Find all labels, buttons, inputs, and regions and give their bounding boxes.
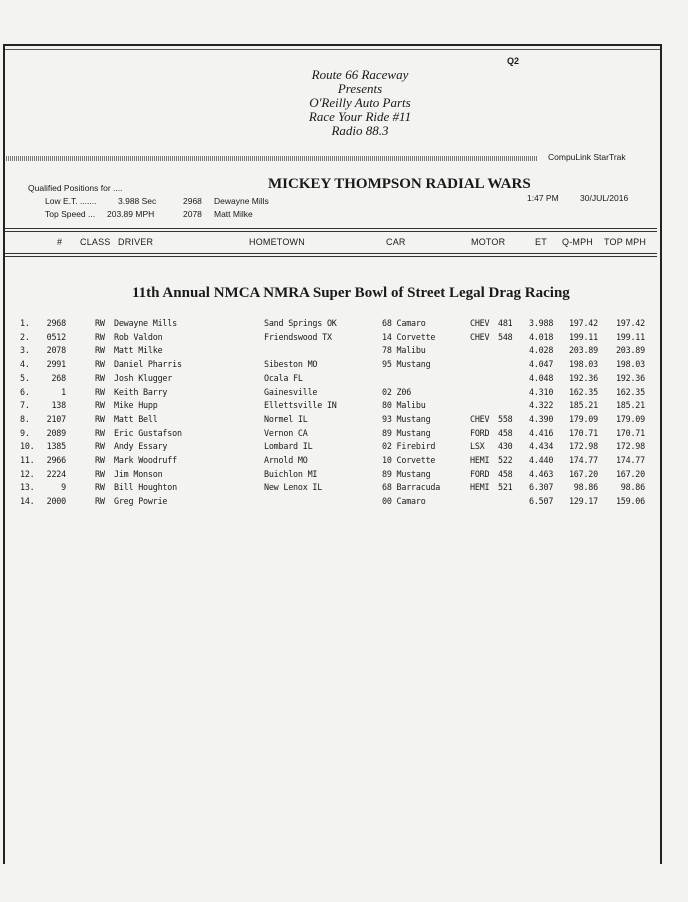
- cell-qmph: 199.11: [568, 331, 598, 342]
- cell-et: 4.434: [529, 441, 554, 452]
- top-speed-car: 2078: [183, 209, 202, 219]
- cell-num: 2968: [46, 318, 66, 328]
- cell-top: 197.42: [615, 318, 645, 328]
- cell-car: 80 Malibu: [382, 400, 426, 411]
- cell-cid: 522: [498, 455, 513, 465]
- cell-cls: RW: [95, 331, 105, 342]
- header-line-1: Route 66 Raceway: [311, 67, 409, 82]
- header-rule-top: [5, 228, 657, 229]
- cell-driver: Mike Hupp: [114, 400, 158, 411]
- cell-pos: 8.: [20, 413, 30, 424]
- event-header: [290, 68, 430, 138]
- cell-cls: RW: [95, 372, 105, 383]
- top-speed-value: 203.89 MPH: [107, 209, 155, 219]
- cell-qmph: 192.36: [568, 372, 598, 383]
- cell-et: 4.018: [529, 331, 554, 342]
- cell-et: 6.507: [529, 496, 554, 507]
- cell-car: 68 Camaro: [382, 318, 426, 328]
- cell-driver: Jim Monson: [114, 468, 163, 479]
- col-motor: MOTOR: [471, 237, 506, 247]
- col-num: #: [57, 237, 63, 247]
- cell-driver: Daniel Pharris: [114, 359, 182, 370]
- table-row: [0, 387, 660, 400]
- cell-hometown: Arnold MO: [264, 455, 308, 465]
- cell-make: CHEV: [470, 413, 490, 424]
- cell-driver: Matt Bell: [114, 413, 158, 424]
- cell-cls: RW: [95, 359, 105, 370]
- cell-cls: RW: [95, 468, 105, 479]
- cell-top: 167.20: [615, 468, 645, 479]
- cell-et: 4.416: [529, 427, 554, 438]
- col-car: CAR: [386, 237, 406, 247]
- cell-cid: 458: [498, 427, 513, 438]
- cell-num: 2991: [46, 359, 66, 370]
- cell-driver: Eric Gustafson: [114, 427, 182, 438]
- cell-hometown: Vernon CA: [264, 427, 308, 438]
- qualified-label: Qualified Positions for ....: [28, 183, 123, 193]
- cell-et: 3.988: [529, 318, 554, 328]
- cell-cid: 548: [498, 331, 513, 342]
- table-row: [0, 414, 660, 427]
- table-row: [0, 441, 660, 454]
- cell-car: 89 Mustang: [382, 468, 431, 479]
- col-et: ET: [535, 237, 547, 247]
- cell-top: 162.35: [615, 386, 645, 397]
- cell-hometown: Sibeston MO: [264, 359, 318, 370]
- cell-hometown: Ocala FL: [264, 372, 303, 383]
- col-topmph: TOP MPH: [604, 237, 647, 247]
- cell-et: 6.307: [529, 482, 554, 493]
- cell-cid: 458: [498, 468, 513, 479]
- table-row: [0, 318, 660, 331]
- cell-make: HEMI: [470, 482, 490, 493]
- cell-hometown: Gainesville: [264, 386, 318, 397]
- cell-pos: 13.: [20, 482, 35, 493]
- cell-et: 4.048: [529, 372, 554, 383]
- cell-driver: Rob Valdon: [114, 331, 163, 342]
- table-row: [0, 469, 660, 482]
- cell-driver: Greg Powrie: [114, 496, 168, 507]
- cell-num: 1385: [46, 441, 66, 452]
- cell-driver: Mark Woodruff: [114, 455, 177, 465]
- cell-num: 9: [61, 482, 66, 493]
- cell-cls: RW: [95, 386, 105, 397]
- cell-num: 2089: [46, 427, 66, 438]
- cell-hometown: Ellettsville IN: [264, 400, 337, 411]
- col-hometown: HOMETOWN: [249, 237, 305, 247]
- cell-top: 159.06: [615, 496, 645, 507]
- cell-qmph: 129.17: [568, 496, 598, 507]
- cell-cid: 481: [498, 318, 513, 328]
- low-et-value: 3.988 Sec: [118, 196, 157, 206]
- cell-pos: 14.: [20, 496, 35, 507]
- header-rule-top-2: [5, 231, 657, 232]
- time-label: 1:47 PM: [527, 193, 559, 203]
- brand-label: CompuLink StarTrak: [548, 152, 626, 162]
- cell-driver: Dewayne Mills: [114, 318, 177, 328]
- cell-cls: RW: [95, 496, 105, 507]
- col-driver: DRIVER: [118, 237, 154, 247]
- cell-car: 78 Malibu: [382, 345, 426, 356]
- cell-car: 89 Mustang: [382, 427, 431, 438]
- table-row: [0, 373, 660, 386]
- cell-cls: RW: [95, 345, 105, 356]
- cell-cls: RW: [95, 400, 105, 411]
- cell-driver: Keith Barry: [114, 386, 168, 397]
- cell-make: LSX: [470, 441, 485, 452]
- cell-cls: RW: [95, 413, 105, 424]
- header-line-3: O'Reilly Auto Parts: [309, 95, 411, 110]
- cell-et: 4.310: [529, 386, 554, 397]
- cell-top: 98.86: [620, 482, 645, 493]
- cell-car: 02 Firebird: [382, 441, 436, 452]
- cell-qmph: 172.98: [568, 441, 598, 452]
- cell-hometown: Lombard IL: [264, 441, 313, 452]
- cell-make: FORD: [470, 427, 490, 438]
- cell-pos: 11.: [20, 455, 35, 465]
- low-et-car: 2968: [183, 196, 202, 206]
- cell-car: 00 Camaro: [382, 496, 426, 507]
- cell-top: 174.77: [615, 455, 645, 465]
- cell-pos: 7.: [20, 400, 30, 411]
- cell-hometown: Buichlon MI: [264, 468, 318, 479]
- cell-num: 2000: [46, 496, 66, 507]
- cell-et: 4.440: [529, 455, 554, 465]
- cell-cid: 521: [498, 482, 513, 493]
- cell-car: 93 Mustang: [382, 413, 431, 424]
- cell-make: CHEV: [470, 331, 490, 342]
- cell-et: 4.028: [529, 345, 554, 356]
- cell-pos: 10.: [20, 441, 35, 452]
- cell-qmph: 179.09: [568, 413, 598, 424]
- cell-top: 199.11: [615, 331, 645, 342]
- cell-pos: 3.: [20, 345, 30, 356]
- cell-qmph: 185.21: [568, 400, 598, 411]
- cell-top: 179.09: [615, 413, 645, 424]
- top-speed-label: Top Speed ...: [45, 209, 96, 219]
- cell-cid: 430: [498, 441, 513, 452]
- cell-top: 172.98: [615, 441, 645, 452]
- cell-hometown: Normel IL: [264, 413, 308, 424]
- header-rule-bottom-2: [5, 256, 657, 257]
- cell-num: 0512: [46, 331, 66, 342]
- table-row: [0, 359, 660, 372]
- dotted-rule: [6, 156, 538, 161]
- table-row: [0, 345, 660, 358]
- cell-make: CHEV: [470, 318, 490, 328]
- cell-top: 198.03: [615, 359, 645, 370]
- cell-pos: 2.: [20, 331, 30, 342]
- cell-hometown: Sand Springs OK: [264, 318, 337, 328]
- cell-num: 2107: [46, 413, 66, 424]
- cell-pos: 1.: [20, 318, 30, 328]
- cell-qmph: 198.03: [568, 359, 598, 370]
- cell-driver: Matt Milke: [114, 345, 163, 356]
- cell-cls: RW: [95, 482, 105, 493]
- cell-make: HEMI: [470, 455, 490, 465]
- cell-qmph: 167.20: [568, 468, 598, 479]
- cell-qmph: 174.77: [568, 455, 598, 465]
- cell-pos: 6.: [20, 386, 30, 397]
- header-line-5: Radio 88.3: [331, 123, 389, 138]
- cell-et: 4.047: [529, 359, 554, 370]
- cell-num: 268: [51, 372, 66, 383]
- cell-top: 192.36: [615, 372, 645, 383]
- low-et-driver: Dewayne Mills: [214, 196, 269, 206]
- cell-hometown: Friendswood TX: [264, 331, 332, 342]
- cell-make: FORD: [470, 468, 490, 479]
- cell-num: 2224: [46, 468, 66, 479]
- cell-qmph: 197.42: [568, 318, 598, 328]
- cell-top: 185.21: [615, 400, 645, 411]
- cell-top: 203.89: [615, 345, 645, 356]
- cell-driver: Josh Klugger: [114, 372, 173, 383]
- event-title: MICKEY THOMPSON RADIAL WARS: [268, 176, 531, 192]
- cell-qmph: 170.71: [568, 427, 598, 438]
- subtitle: 11th Annual NMCA NMRA Super Bowl of Street Legal Drag Racing: [132, 285, 570, 301]
- low-et-label: Low E.T. .......: [45, 196, 97, 206]
- cell-car: 14 Corvette: [382, 331, 436, 342]
- table-row: [0, 482, 660, 495]
- table-row: [0, 455, 660, 468]
- table-row: [0, 332, 660, 345]
- cell-qmph: 98.86: [573, 482, 598, 493]
- cell-qmph: 203.89: [568, 345, 598, 356]
- cell-num: 2078: [46, 345, 66, 356]
- header-line-2: Presents: [337, 81, 383, 96]
- page-code: Q2: [507, 56, 520, 66]
- table-row: [0, 400, 660, 413]
- cell-car: 02 Z06: [382, 386, 412, 397]
- table-row: [0, 496, 660, 509]
- cell-car: 10 Corvette: [382, 455, 436, 465]
- cell-pos: 12.: [20, 468, 35, 479]
- header-line-4: Race Your Ride #11: [308, 109, 412, 124]
- cell-pos: 4.: [20, 359, 30, 370]
- cell-cls: RW: [95, 318, 105, 328]
- cell-et: 4.463: [529, 468, 554, 479]
- cell-num: 138: [51, 400, 66, 411]
- date-label: 30/JUL/2016: [580, 193, 629, 203]
- top-speed-driver: Matt Milke: [214, 209, 253, 219]
- cell-driver: Bill Houghton: [114, 482, 177, 493]
- col-qmph: Q-MPH: [562, 237, 593, 247]
- cell-cls: RW: [95, 455, 105, 465]
- cell-et: 4.390: [529, 413, 554, 424]
- table-row: [0, 428, 660, 441]
- cell-car: 95 Mustang: [382, 359, 431, 370]
- cell-hometown: New Lenox IL: [264, 482, 323, 493]
- cell-pos: 5.: [20, 372, 30, 383]
- cell-driver: Andy Essary: [114, 441, 168, 452]
- col-class: CLASS: [80, 237, 111, 247]
- header-rule-bottom: [5, 253, 657, 254]
- cell-top: 170.71: [615, 427, 645, 438]
- cell-et: 4.322: [529, 400, 554, 411]
- cell-qmph: 162.35: [568, 386, 598, 397]
- cell-cls: RW: [95, 427, 105, 438]
- cell-num: 2966: [46, 455, 66, 465]
- cell-cid: 558: [498, 413, 513, 424]
- cell-pos: 9.: [20, 427, 30, 438]
- cell-cls: RW: [95, 441, 105, 452]
- cell-num: 1: [61, 386, 66, 397]
- cell-car: 68 Barracuda: [382, 482, 441, 493]
